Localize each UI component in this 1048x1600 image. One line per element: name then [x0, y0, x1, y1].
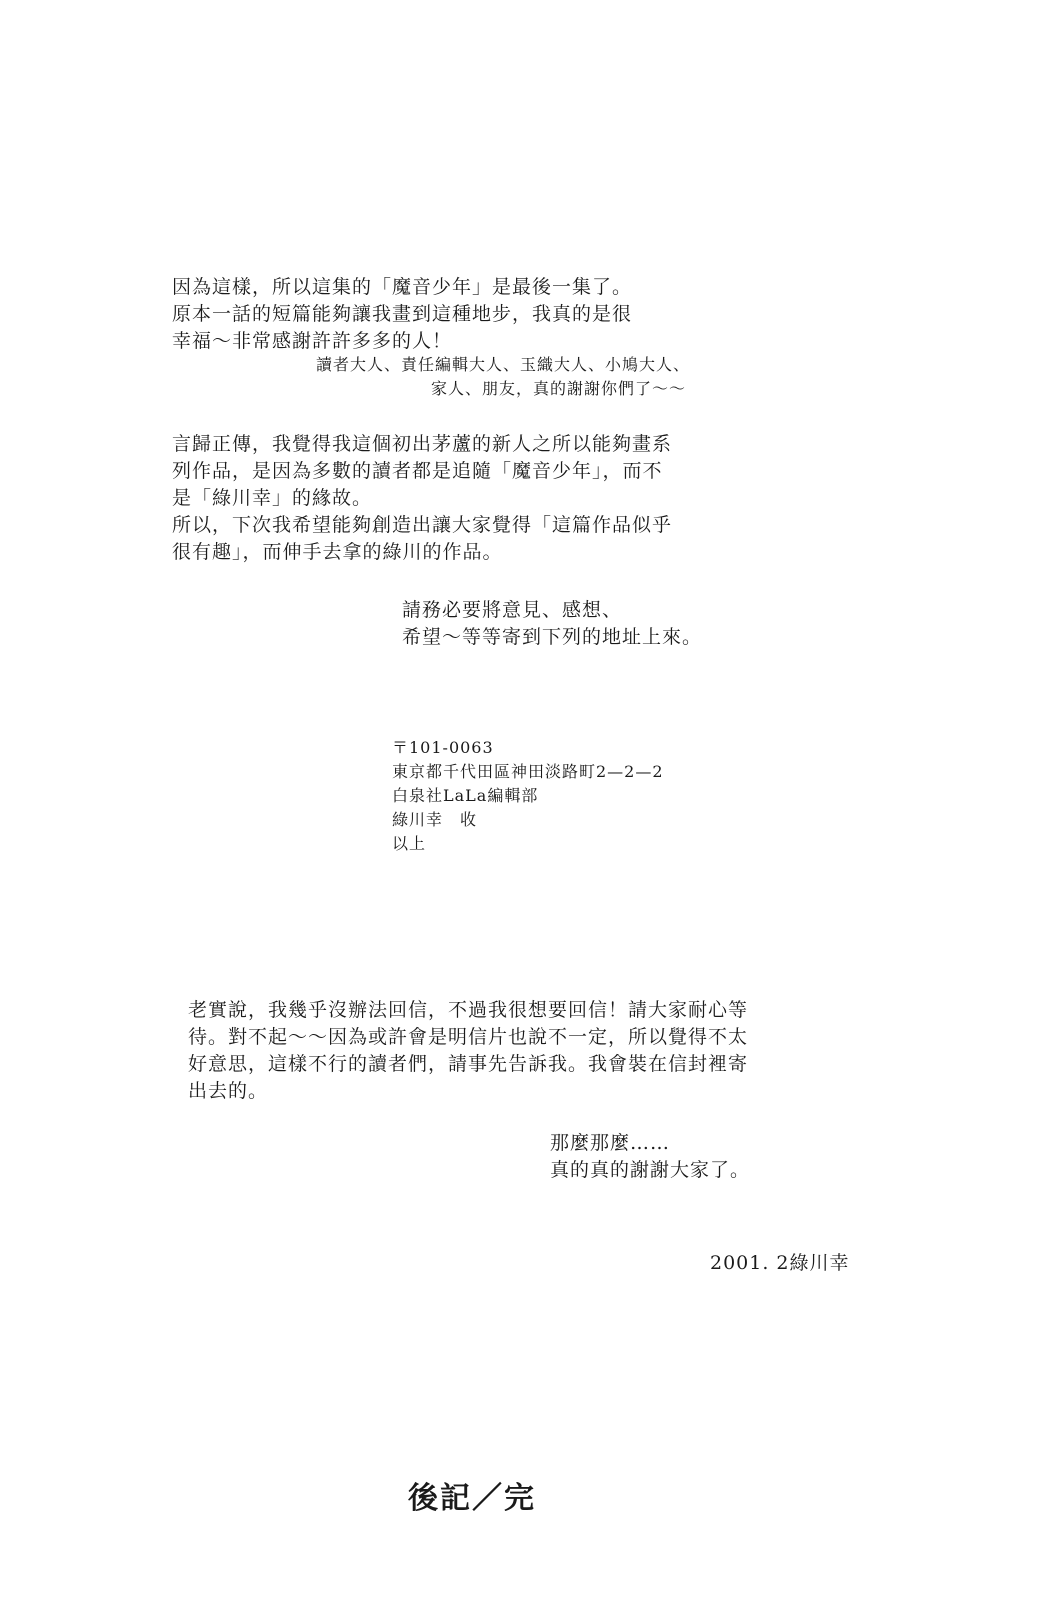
afterword-end-title: 後記／完 — [408, 1481, 536, 1516]
address-line: 東京都千代田區神田淡路町2—2—2 — [392, 762, 664, 781]
text-line: 所以，下次我希望能夠創造出讓大家覺得「這篇作品似乎 — [172, 514, 673, 536]
text-line: 幸福～非常感謝許許多多的人！ — [172, 330, 453, 352]
postal-code: 〒101-0063 — [392, 738, 494, 757]
text-line: 列作品，是因為多數的讀者都是追隨「魔音少年」，而不 — [172, 460, 663, 482]
closing-remarks — [550, 1130, 750, 1184]
text-line: 家人、朋友，真的謝謝你們了～～ — [431, 379, 687, 398]
text-line: 那麼那麼…… — [550, 1132, 671, 1154]
paragraph-reply — [188, 997, 748, 1105]
paragraph-final-volume — [172, 274, 632, 355]
text-line: 請務必要將意見、感想、 — [402, 599, 623, 621]
text-line: 原本一話的短篇能夠讓我畫到這種地步，我真的是很 — [172, 303, 633, 325]
text-line: 真的真的謝謝大家了。 — [550, 1159, 751, 1181]
text-line: 是「綠川幸」的緣故。 — [172, 487, 373, 509]
text-line: 希望～等等寄到下列的地址上來。 — [402, 626, 703, 648]
mailing-address — [392, 736, 664, 856]
paragraph-series — [172, 431, 672, 566]
address-line: 以上 — [392, 834, 427, 853]
text-line: 讀者大人、責任編輯大人、玉織大人、小鳩大人、 — [316, 355, 691, 374]
text-line: 出去的。 — [188, 1080, 269, 1102]
signature-date — [710, 1250, 850, 1277]
thanks-list — [316, 353, 690, 401]
signature-text: 2001. 2綠川幸 — [710, 1252, 850, 1274]
text-line: 待。對不起～～因為或許會是明信片也說不一定，所以覺得不太 — [188, 1026, 749, 1048]
address-line: 白泉社LaLa編輯部 — [392, 786, 539, 805]
text-line: 言歸正傳，我覺得我這個初出茅蘆的新人之所以能夠畫系 — [172, 433, 673, 455]
text-line: 好意思，這樣不行的讀者們，請事先告訴我。我會裝在信封裡寄 — [188, 1053, 749, 1075]
text-line: 因為這樣，所以這集的「魔音少年」是最後一集了。 — [172, 276, 633, 298]
text-line: 老實說，我幾乎沒辦法回信，不過我很想要回信！請大家耐心等 — [188, 999, 749, 1021]
paragraph-request — [402, 597, 702, 651]
text-line: 很有趣」，而伸手去拿的綠川的作品。 — [172, 541, 503, 563]
address-line: 綠川幸 收 — [392, 810, 478, 829]
